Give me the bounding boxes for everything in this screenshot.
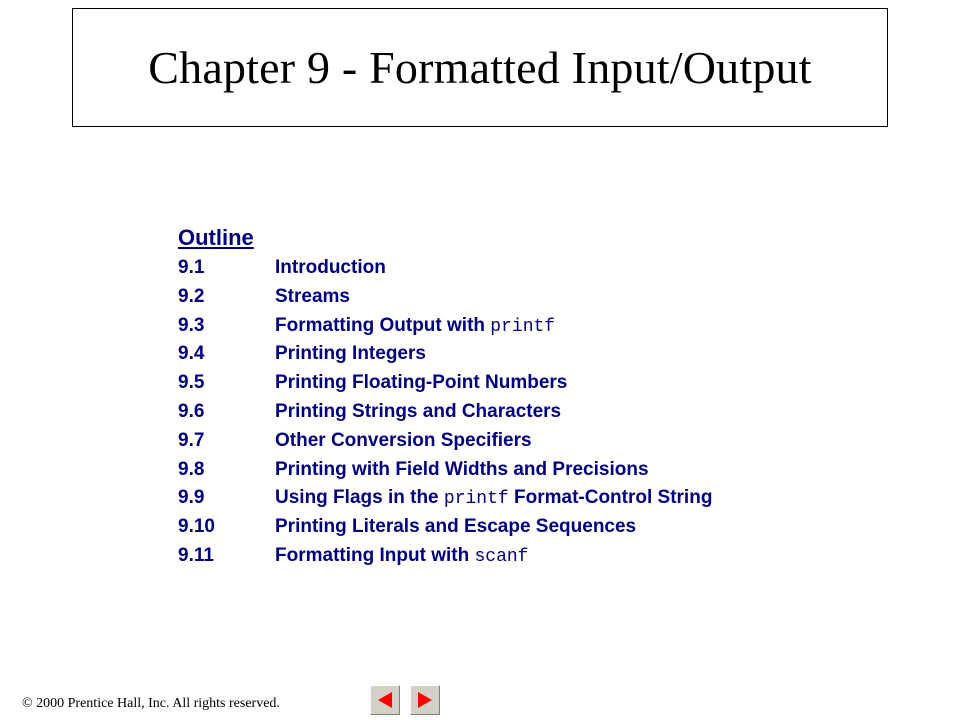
outline-item-text-part: Formatting Output with xyxy=(275,314,491,336)
outline-item xyxy=(178,427,712,456)
copyright-footer xyxy=(22,696,280,712)
outline xyxy=(178,224,712,571)
title-box xyxy=(72,8,888,127)
outline-item-text-part: Using Flags in the xyxy=(275,487,444,509)
outline-item xyxy=(178,312,712,341)
outline-item-number: 9.9 xyxy=(178,487,205,509)
outline-item xyxy=(178,369,712,398)
outline-item-text xyxy=(275,484,712,514)
outline-item xyxy=(178,283,712,312)
outline-item-text xyxy=(275,312,555,342)
outline-item-text-part: Format-Control String xyxy=(508,487,713,509)
code-keyword: scanf xyxy=(474,546,529,567)
slide-title: Chapter 9 - Formatted Input/Output xyxy=(148,42,812,93)
copyright-text: 2000 Prentice Hall, Inc. All rights reserved. xyxy=(32,696,280,711)
left-arrow-icon xyxy=(375,690,395,710)
outline-item xyxy=(178,513,712,542)
outline-item xyxy=(178,398,712,427)
outline-item-number: 9.5 xyxy=(178,372,205,394)
outline-item-number: 9.6 xyxy=(178,400,205,422)
outline-item-number: 9.2 xyxy=(178,285,205,307)
code-keyword: printf xyxy=(490,316,556,337)
outline-item xyxy=(178,254,712,283)
copyright-symbol: © xyxy=(22,696,33,711)
outline-heading: Outline xyxy=(178,225,254,250)
outline-item-text: Printing with Field Widths and Precisions xyxy=(275,458,649,480)
outline-item-number: 9.7 xyxy=(178,429,205,451)
outline-item-text: Introduction xyxy=(275,257,386,278)
next-slide-button[interactable] xyxy=(410,685,440,715)
outline-item-text: Printing Strings and Characters xyxy=(275,400,562,422)
outline-item-number: 9.1 xyxy=(178,257,205,278)
outline-item-text-part: Formatting Input with xyxy=(275,544,475,566)
outline-item-text: Printing Floating-Point Numbers xyxy=(275,372,568,394)
outline-item-text: Printing Integers xyxy=(275,343,426,365)
outline-item-number: 9.3 xyxy=(178,314,205,336)
outline-item-text: Other Conversion Specifiers xyxy=(275,429,532,451)
outline-item xyxy=(178,456,712,485)
outline-item-number: 9.8 xyxy=(178,458,205,480)
right-arrow-icon xyxy=(415,690,435,710)
outline-item-number: 9.11 xyxy=(178,544,214,566)
outline-item xyxy=(178,484,712,513)
outline-item xyxy=(178,340,712,369)
outline-item-number: 9.4 xyxy=(178,343,205,365)
outline-item-text: Printing Literals and Escape Sequences xyxy=(275,516,637,538)
previous-slide-button[interactable] xyxy=(370,685,400,715)
outline-item xyxy=(178,542,712,571)
outline-item-text: Streams xyxy=(275,285,350,307)
outline-item-text xyxy=(275,542,528,572)
code-keyword: printf xyxy=(443,489,509,510)
outline-item-number: 9.10 xyxy=(178,516,215,538)
